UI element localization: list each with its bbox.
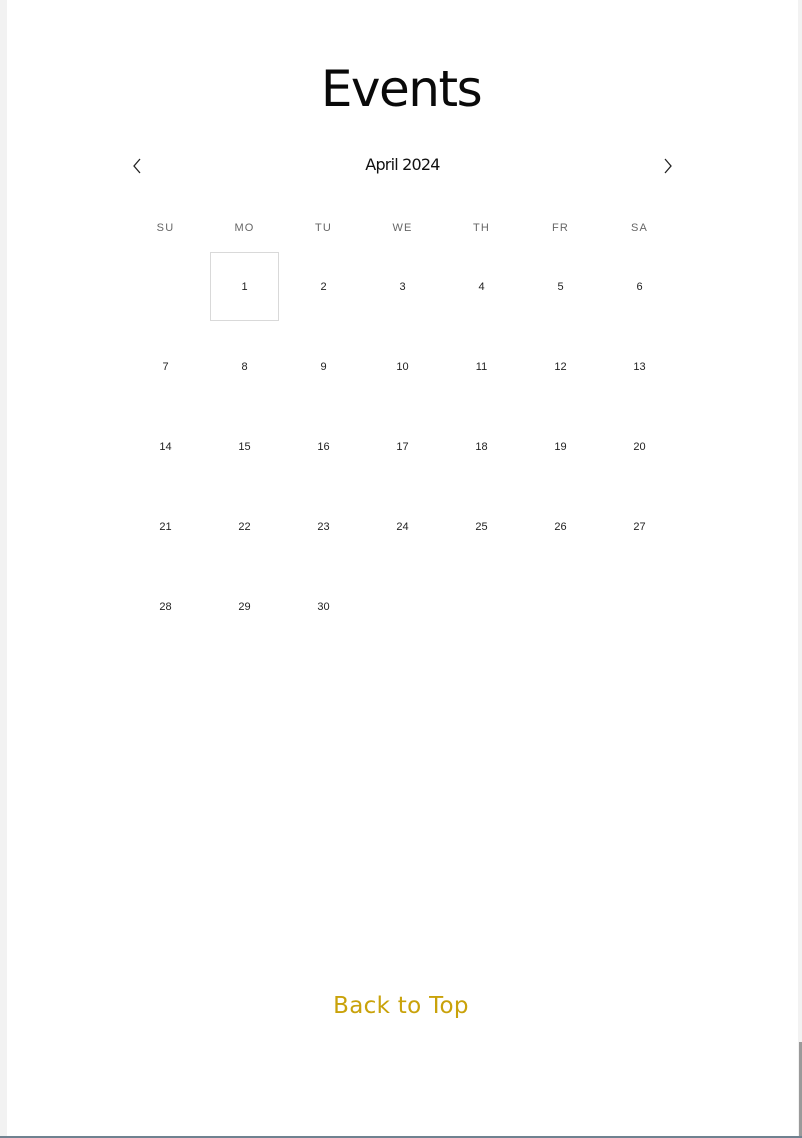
calendar-day[interactable]: 22 [238, 520, 251, 533]
page-title: Events [320, 60, 482, 118]
calendar-day[interactable]: 5 [557, 280, 564, 293]
calendar-day-cell [600, 330, 679, 410]
calendar-day-cell [442, 250, 521, 330]
chevron-right-icon [662, 157, 674, 175]
calendar-day[interactable]: 7 [162, 360, 169, 373]
calendar-day[interactable]: 17 [396, 440, 409, 453]
calendar-day[interactable]: 11 [475, 360, 488, 373]
calendar-day[interactable]: 13 [633, 360, 646, 373]
calendar-day[interactable]: 23 [317, 520, 330, 533]
calendar-day-cell [521, 490, 600, 570]
calendar-day-cell [442, 410, 521, 490]
calendar-day[interactable]: 2 [320, 280, 327, 293]
calendar-day-grid [126, 250, 679, 650]
calendar-day[interactable]: 16 [317, 440, 330, 453]
calendar-day[interactable]: 27 [633, 520, 646, 533]
calendar-day[interactable]: 4 [478, 280, 485, 293]
calendar-day-today[interactable]: 1 [210, 252, 279, 321]
calendar-day-cell [205, 330, 284, 410]
calendar-day-cell [284, 330, 363, 410]
calendar-day[interactable]: 24 [396, 520, 409, 533]
calendar-day[interactable]: 26 [554, 520, 567, 533]
calendar-day-cell [442, 490, 521, 570]
calendar-day-cell [126, 570, 205, 650]
calendar-day-cell [284, 570, 363, 650]
weekday-label: FR [551, 222, 570, 234]
empty-day-cell [126, 250, 205, 330]
calendar-day-cell [205, 410, 284, 490]
calendar-day-cell [442, 330, 521, 410]
calendar-day[interactable]: 10 [396, 360, 409, 373]
next-month-button[interactable] [657, 154, 679, 178]
weekday-label: SU [156, 222, 175, 234]
calendar-day[interactable]: 14 [159, 440, 172, 453]
month-navigation [126, 150, 679, 182]
calendar-day[interactable]: 25 [475, 520, 488, 533]
weekday-label: MO [234, 222, 255, 234]
weekday-label: SA [630, 222, 649, 234]
calendar-day[interactable]: 30 [317, 600, 330, 613]
weekday-label: TH [472, 222, 491, 234]
calendar-day-cell [284, 490, 363, 570]
calendar-day[interactable]: 8 [241, 360, 248, 373]
calendar-day-cell [521, 250, 600, 330]
calendar-day[interactable]: 21 [159, 520, 172, 533]
calendar-day[interactable]: 29 [238, 600, 251, 613]
calendar-day-cell [284, 410, 363, 490]
calendar-day[interactable]: 19 [554, 440, 567, 453]
calendar-day-cell [600, 250, 679, 330]
calendar-day[interactable]: 15 [238, 440, 251, 453]
calendar-day-cell [205, 250, 284, 330]
current-month-label: April 2024 [365, 155, 440, 174]
calendar-day-cell [126, 330, 205, 410]
calendar-day-cell [284, 250, 363, 330]
calendar-day[interactable]: 20 [633, 440, 646, 453]
weekday-label: TU [314, 222, 333, 234]
calendar-day[interactable]: 28 [159, 600, 172, 613]
calendar-day-cell [363, 410, 442, 490]
calendar-day[interactable]: 3 [399, 280, 406, 293]
calendar-day-cell [363, 250, 442, 330]
calendar-day[interactable]: 12 [554, 360, 567, 373]
weekday-label: WE [392, 222, 413, 234]
weekday-header-row [126, 220, 679, 236]
calendar-day[interactable]: 9 [320, 360, 327, 373]
calendar-day-cell [600, 490, 679, 570]
calendar-day-cell [126, 490, 205, 570]
calendar-day-cell [363, 330, 442, 410]
calendar-day-cell [521, 410, 600, 490]
calendar-day[interactable]: 6 [636, 280, 643, 293]
calendar-day-cell [521, 330, 600, 410]
calendar-day-cell [126, 410, 205, 490]
calendar-day[interactable]: 18 [475, 440, 488, 453]
calendar-day-cell [363, 490, 442, 570]
calendar-day-cell [600, 410, 679, 490]
back-to-top-link[interactable]: Back to Top [333, 993, 469, 1019]
calendar-day-cell [205, 490, 284, 570]
calendar-day-cell [205, 570, 284, 650]
